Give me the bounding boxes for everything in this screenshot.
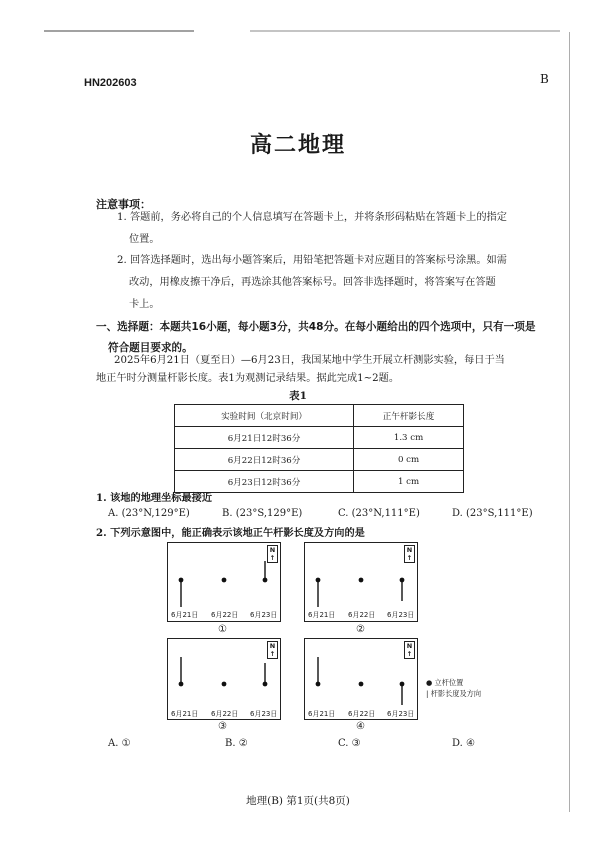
shadow-diagram-graphic <box>305 639 417 719</box>
notice-item-2 <box>117 250 567 316</box>
intro-line: 2025年6月21日（夏至日）—6月23日，我国某地中学生开展立杆测影实验，每日于当 <box>114 355 505 366</box>
q2-option-a[interactable]: A. ① <box>108 738 131 749</box>
north-arrow-icon: N ↑ <box>404 641 415 659</box>
q1-option-a[interactable]: A. (23°N,129°E) <box>108 508 190 519</box>
shadow-diagram-3 <box>167 638 281 720</box>
table-header-row <box>175 405 464 427</box>
diagram-number: ③ <box>218 721 227 732</box>
date-label: 6月21日 <box>171 611 199 619</box>
table-cell: 6月21日12时36分 <box>175 427 354 449</box>
legend-shadow: | 杆影长度及方向 <box>426 689 482 698</box>
north-label: N <box>269 642 276 650</box>
question-2-stem: 2. 下列示意图中，能正确表示该地正午杆影长度及方向的是 <box>96 527 365 539</box>
shadow-diagram-2 <box>304 542 418 622</box>
date-label: 6月23日 <box>250 710 278 718</box>
section-heading-line: 一、选择题：本题共16小题，每小题3分，共48分。在每小题给出的四个选项中，只有一项是 <box>96 321 536 333</box>
diagram-number: ② <box>356 624 365 635</box>
shadow-diagram-4 <box>304 638 418 720</box>
q1-option-c[interactable]: C. (23°N,111°E) <box>338 508 420 519</box>
shadow-diagram-1 <box>167 542 281 622</box>
exam-code: HN202603 <box>84 77 137 89</box>
north-label: N <box>406 546 413 554</box>
notice-heading: 注意事项： <box>96 198 151 211</box>
date-label: 6月21日 <box>308 710 336 718</box>
north-arrow-icon: N ↑ <box>267 545 278 563</box>
date-label: 6月23日 <box>387 611 415 619</box>
question-1-stem: 1. 该地的地理坐标最接近 <box>96 492 213 504</box>
top-border-line <box>44 30 194 32</box>
diagram-number: ① <box>218 624 227 635</box>
page-title: 高二地理 <box>249 133 346 158</box>
notice-text: 位置。 <box>129 234 160 245</box>
legend-pole: ● 立杆位置 <box>426 678 464 687</box>
table-cell: 6月22日12时36分 <box>175 449 354 471</box>
observation-table <box>174 404 464 493</box>
north-label: N <box>269 546 276 554</box>
intro-line: 地正午时分测量杆影长度。表1为观测记录结果。据此完成1~2题。 <box>96 373 400 384</box>
q2-option-c[interactable]: C. ③ <box>338 738 361 749</box>
table-caption: 表1 <box>289 390 307 402</box>
q2-option-b[interactable]: B. ② <box>225 738 248 749</box>
date-label: 6月23日 <box>387 710 415 718</box>
diagram-legend <box>426 677 481 699</box>
shadow-diagram-graphic <box>168 639 280 719</box>
table-cell: 1 cm <box>354 471 464 493</box>
date-label: 6月22日 <box>211 611 239 619</box>
date-label: 6月22日 <box>211 710 239 718</box>
notice-text: 卡上。 <box>129 299 160 310</box>
date-label: 6月21日 <box>171 710 199 718</box>
table-header-cell: 实验时间（北京时间） <box>175 405 354 427</box>
table-cell: 0 cm <box>354 449 464 471</box>
notice-item-1 <box>117 207 567 251</box>
table-cell: 6月23日12时36分 <box>175 471 354 493</box>
date-label: 6月22日 <box>348 710 376 718</box>
notice-text: 2. 回答选择题时，选出每小题答案后，用铅笔把答题卡对应题目的答案标号涂黑。如需 <box>117 255 507 266</box>
table-header-cell: 正午杆影长度 <box>354 405 464 427</box>
table-row <box>175 427 464 449</box>
table-row <box>175 471 464 493</box>
top-border-line <box>250 30 560 32</box>
q2-option-d[interactable]: D. ④ <box>452 738 475 749</box>
table-row <box>175 449 464 471</box>
date-label: 6月23日 <box>250 611 278 619</box>
section-heading-line: 符合题目要求的。 <box>108 342 193 354</box>
north-arrow-icon: N ↑ <box>404 545 415 563</box>
date-label: 6月21日 <box>308 611 336 619</box>
table-cell: 1.3 cm <box>354 427 464 449</box>
north-arrow-icon: N ↑ <box>267 641 278 659</box>
page-footer: 地理(B) 第1页(共8页) <box>246 795 350 807</box>
diagram-number: ④ <box>356 721 365 732</box>
question-intro <box>96 352 562 388</box>
paper-version: B <box>540 72 549 86</box>
north-label: N <box>406 642 413 650</box>
date-label: 6月22日 <box>348 611 376 619</box>
notice-text: 改动，用橡皮擦干净后，再选涂其他答案标号。回答非选择题时，将答案写在答题 <box>129 277 496 288</box>
q1-option-b[interactable]: B. (23°S,129°E) <box>222 508 303 519</box>
q1-option-d[interactable]: D. (23°S,111°E) <box>452 508 533 519</box>
notice-text: 1. 答题前，务必将自己的个人信息填写在答题卡上，并将条形码粘贴在答题卡上的指定 <box>117 212 507 223</box>
